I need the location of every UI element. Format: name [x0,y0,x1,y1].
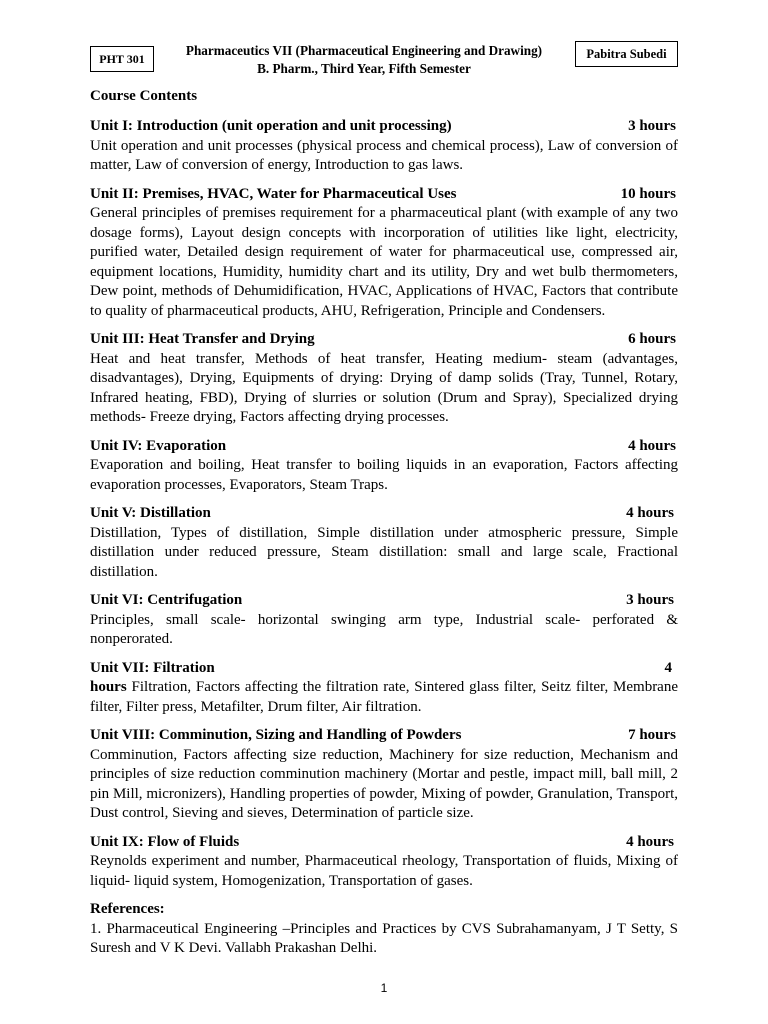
unit-8 [90,726,678,824]
references-heading: References: [90,901,165,917]
unit-description: Evaporation and boiling, Heat transfer to boiling liquids in an evaporation, Factors affecting evaporation processes, Evaporators, Steam Traps. [90,457,678,493]
course-title-block [170,42,558,78]
unit-title: Unit VIII: Comminution, Sizing and Handling of Powders [90,727,462,743]
page-number: 1 [380,981,388,995]
unit-heading [90,726,678,746]
unit-heading [90,185,678,205]
unit-hours: 4 hours [626,505,674,521]
unit-description: Unit operation and unit processes (physical process and chemical process), Law of conversion of matter, Law of conversion of energy, Introduction to gas laws. [90,137,678,173]
reference-item: 1. Pharmaceutical Engineering –Principles and Practices by CVS Subrahamanyam, J T Setty, S Suresh and V K Devi. Vallabh Prakashan Delhi. [90,920,678,956]
unit-title: Unit II: Premises, HVAC, Water for Pharmaceutical Uses [90,185,457,202]
unit-title: Unit IX: Flow of Fluids [90,833,240,850]
unit-hours: 6 hours [628,331,676,347]
unit-heading [90,591,678,611]
author-box: Pabitra Subedi [575,41,678,67]
unit-description: General principles of premises requirement for a pharmaceutical plant (with example of any two dosage forms), Layout design concepts with incorporation of utilities like light, electricity, purified water, Detailed design requirement of water for pharmaceutical use, compressed air, equipment locations, Humidity, humidity chart and its utility, Dry and wet bulb thermometers, Dew point, methods of Dehumidification, HVAC, Applications of HVAC, Factors that contribute to quality of pharmaceutical products, AHU, Refrigeration, Principle and Condensers. [90,205,678,319]
unit-description: Heat and heat transfer, Methods of heat transfer, Heating medium- steam (advantages, disadvantages), Drying, Equipments of drying: Drying of damp solids (Tray, Tunnel, Rotary, Infrared heating, FBD), Drying of slurries or solution (Drum and Spray), Specialized drying methods- Freeze drying, Factors affecting drying processes. [90,350,678,425]
unit-heading [90,659,678,679]
unit-description: Reynolds experiment and number, Pharmaceutical rheology, Transportation of fluids, Mixing of liquid- liquid system, Homogenization, Transportation of gases. [90,853,678,889]
unit-hours: 4 [664,659,672,676]
unit-title: Unit V: Distillation [90,505,211,521]
unit-hours: 10 hours [620,185,676,202]
unit-6 [90,591,678,650]
unit-4 [90,437,678,496]
unit-description [90,678,678,717]
unit-title: Unit IV: Evaporation [90,437,227,454]
unit-description-text: Filtration, Factors affecting the filtration rate, Sintered glass filter, Seitz filter, Membrane filter, Filter press, Metafilter, Drum filter, Air filtration. [90,679,678,715]
course-subtitle: B. Pharm., Third Year, Fifth Semester [257,61,471,76]
unit-hours-continued: hours [90,679,127,695]
unit-2 [90,185,678,322]
unit-1 [90,117,678,176]
unit-title: Unit III: Heat Transfer and Drying [90,331,315,347]
course-contents [90,86,678,959]
unit-3 [90,330,678,428]
unit-hours: 4 hours [628,437,676,454]
unit-title: Unit VII: Filtration [90,659,215,676]
unit-hours: 4 hours [626,833,674,850]
unit-description: Principles, small scale- horizontal swinging arm type, Industrial scale- perforated & nonperorated. [90,611,678,647]
unit-description: Distillation, Types of distillation, Simple distillation under atmospheric pressure, Simple distillation under reduced pressure, Steam distillation: small and large scale, Fractional distillation. [90,524,678,580]
unit-5 [90,504,678,582]
section-title: Course Contents [90,88,198,104]
unit-7 [90,659,678,718]
course-code-box: PHT 301 [90,46,154,72]
unit-heading [90,504,678,524]
unit-heading [90,833,678,853]
unit-hours: 3 hours [628,118,676,134]
page-header [90,40,678,80]
unit-title: Unit I: Introduction (unit operation and unit processing) [90,118,452,134]
unit-heading [90,437,678,457]
unit-9 [90,833,678,892]
course-title: Pharmaceutics VII (Pharmaceutical Engineering and Drawing) [185,43,543,58]
unit-hours: 7 hours [628,727,676,743]
unit-description: Comminution, Factors affecting size reduction, Machinery for size reduction, Mechanism and principles of size reduction comminution machinery (Mortar and pestle, impact mill, ball mill, 2 pin Mill, micronizers), Handling properties of powder, Mixing of powder, Granulation, Transport, Dust control, Sieving and sieves, Determination of particle size. [90,746,678,821]
unit-hours: 3 hours [626,592,674,608]
unit-title: Unit VI: Centrifugation [90,592,243,608]
unit-heading [90,330,678,350]
unit-heading [90,117,678,137]
